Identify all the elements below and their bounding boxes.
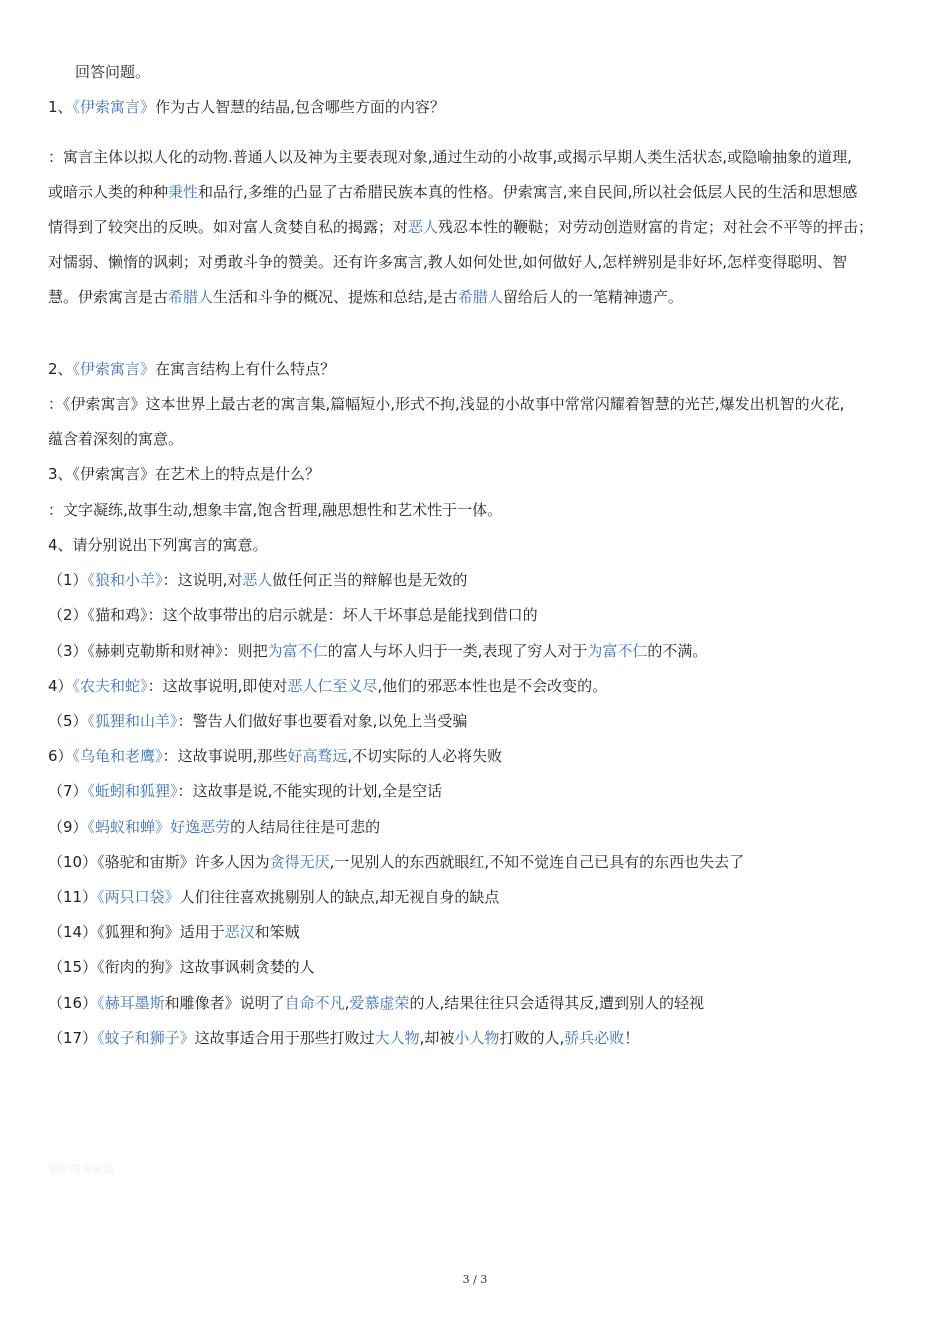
fable-title-link[interactable]: 《蚂蚁和蝉》 xyxy=(87,818,171,836)
fable-item-10: （10）《骆驼和宙斯》许多人因为贪得无厌,一见别人的东西就眼红,不知不觉连自己已具有的东西也失去了 xyxy=(48,853,745,871)
keyword-link[interactable]: 好逸恶劳 xyxy=(170,818,231,836)
fable-item-11: （11）《两只口袋》人们往往喜欢挑剔别人的缺点,却无视自身的缺点 xyxy=(48,888,500,906)
a2-row-1: ：《伊索寓言》这本世界上最古老的寓言集,篇幅短小,形式不拘,浅显的小故事中常常闪耀着智慧的光芒,爆发出机智的火花, xyxy=(48,395,845,413)
keyword-link[interactable]: 小人物 xyxy=(454,1029,500,1047)
keyword-link[interactable]: 为富不仁 xyxy=(267,642,328,660)
fable-item-9: （9）《蚂蚁和蝉》好逸恶劳的人结局往往是可悲的 xyxy=(48,818,381,836)
link-xila-2[interactable]: 希腊人 xyxy=(457,288,503,306)
keyword-link[interactable]: 大人物 xyxy=(374,1029,420,1047)
keyword-link[interactable]: 骄兵必败 xyxy=(564,1029,625,1047)
fable-item-2: （2）《猫和鸡》：这个故事带出的启示就是：坏人干坏事总是能找到借口的 xyxy=(48,606,538,624)
question-4: 4、请分别说出下列寓言的寓意。 xyxy=(48,536,268,554)
page-number: 3 / 3 xyxy=(462,1273,488,1286)
q2-number: 2、 xyxy=(48,360,73,378)
fable-title: 《猫和鸡》 xyxy=(87,606,148,624)
fable-title-link[interactable]: 《两只口袋》 xyxy=(97,888,180,906)
fable-item-6: 6）《乌龟和老鹰》：这故事说明,那些好高骛远,不切实际的人必将失败 xyxy=(48,747,503,765)
a1-row-2: 或暗示人类的种种秉性和品行,多维的凸显了古希腊民族本真的性格。伊索寓言,来自民间,所以社会低层人民的生活和思想感 xyxy=(48,183,858,201)
fable-item-7: （7）《蚯蚓和狐狸》：这故事是说,不能实现的计划,全是空话 xyxy=(48,782,443,800)
link-xila-1[interactable]: 希腊人 xyxy=(168,288,214,306)
keyword-link[interactable]: 恶汉 xyxy=(224,923,255,941)
fable-item-14: （14）《狐狸和狗》适用于恶汉和笨贼 xyxy=(48,923,300,941)
q1-number: 1、 xyxy=(48,98,73,116)
fable-title: 《赫刺克勒斯和财神》 xyxy=(87,642,223,660)
q2-text: 在寓言结构上有什么特点？ xyxy=(155,360,336,378)
q1-text: 作为古人智慧的结晶,包含哪些方面的内容？ xyxy=(155,98,445,116)
a1-row-1: ：寓言主体以拟人化的动物.普通人以及神为主要表现对象,通过生动的小故事,或揭示早期人类生活状态,或隐喻抽象的道理, xyxy=(48,148,852,166)
fable-item-17: （17）《蚊子和狮子》这故事适合用于那些打败过大人物,却被小人物打败的人,骄兵必败！ xyxy=(48,1029,640,1047)
question-1 xyxy=(48,97,920,117)
link-eren[interactable]: 恶人 xyxy=(408,218,439,236)
q1-book-link[interactable]: 《伊索寓言》 xyxy=(72,98,156,116)
fable-title-link[interactable]: 《狐狸和山羊》 xyxy=(87,712,178,730)
fable-title-link[interactable]: 《农夫和蛇》 xyxy=(72,677,148,695)
fable-title-link[interactable]: 《赫耳墨斯 xyxy=(97,994,165,1012)
fable-title-link[interactable]: 《蚊子和狮子》 xyxy=(97,1029,195,1047)
keyword-link[interactable]: 好高骛远 xyxy=(287,747,348,765)
fable-item-15: （15）《衔肉的狗》这故事讽刺贪婪的人 xyxy=(48,958,315,976)
a1-row-5: 慧。伊索寓言是古希腊人生活和斗争的概况、提炼和总结,是古希腊人留给后人的一笔精神遗产。 xyxy=(48,288,683,306)
keyword-link[interactable]: 爱慕虚荣 xyxy=(349,994,410,1012)
keyword-link[interactable]: 贪得无厌 xyxy=(269,853,330,871)
answer-3: ：文字凝练,故事生动,想象丰富,饱含哲理,融思想性和艺术性于一体。 xyxy=(48,501,503,519)
intro-text: 回答问题。 xyxy=(75,63,151,81)
fable-title-link[interactable]: 《狼和小羊》 xyxy=(87,571,163,589)
keyword-link[interactable]: 恶人仁至义尽 xyxy=(287,677,378,695)
watermark: 知识改变命运 xyxy=(48,1162,114,1175)
keyword-link[interactable]: 为富不仁 xyxy=(587,642,648,660)
question-3: 3、《伊索寓言》在艺术上的特点是什么？ xyxy=(48,465,321,483)
fable-title-link[interactable]: 《乌龟和老鹰》 xyxy=(72,747,163,765)
fable-title: 《狐狸和狗》 xyxy=(97,923,180,941)
fable-item-4: 4）《农夫和蛇》：这故事说明,即使对恶人仁至义尽,他们的邪恶本性也是不会改变的。 xyxy=(48,677,608,695)
fable-title: 《骆驼和宙斯》 xyxy=(97,853,195,871)
a2-row-2: 蕴含着深刻的寓意。 xyxy=(48,430,184,448)
a1-row-4: 对懦弱、懒惰的讽刺；对勇敢斗争的赞美。还有许多寓言,教人如何处世,如何做好人,怎样辨别是非好坏,怎样变得聪明、智 xyxy=(48,253,848,271)
fable-item-5: （5）《狐狸和山羊》：警告人们做好事也要看对象,以免上当受骗 xyxy=(48,712,468,730)
keyword-link[interactable]: 自命不凡 xyxy=(284,994,345,1012)
fable-title: 《衔肉的狗》 xyxy=(97,958,180,976)
a1-row-3: 情得到了较突出的反映。如对富人贪婪自私的揭露；对恶人残忍本性的鞭鞑；对劳动创造财富的肯定；对社会不平等的抨击； xyxy=(48,218,874,236)
fable-item-16: （16）《赫耳墨斯和雕像者》说明了自命不凡,爱慕虚荣的人,结果往往只会适得其反,遭到别人的轻视 xyxy=(48,994,704,1012)
q2-book-link[interactable]: 《伊索寓言》 xyxy=(72,360,156,378)
link-bingxing[interactable]: 秉性 xyxy=(168,183,199,201)
fable-title-link[interactable]: 《蚯蚓和狐狸》 xyxy=(87,782,178,800)
answer-1 xyxy=(48,140,918,315)
question-2 xyxy=(48,359,920,379)
keyword-link[interactable]: 恶人 xyxy=(242,571,273,589)
fable-item-1: （1）《狼和小羊》：这说明,对恶人做任何正当的辩解也是无效的 xyxy=(48,571,468,589)
fable-item-3: （3）《赫刺克勒斯和财神》：则把为富不仁的富人与坏人归于一类,表现了穷人对于为富不仁的不满。 xyxy=(48,642,708,660)
